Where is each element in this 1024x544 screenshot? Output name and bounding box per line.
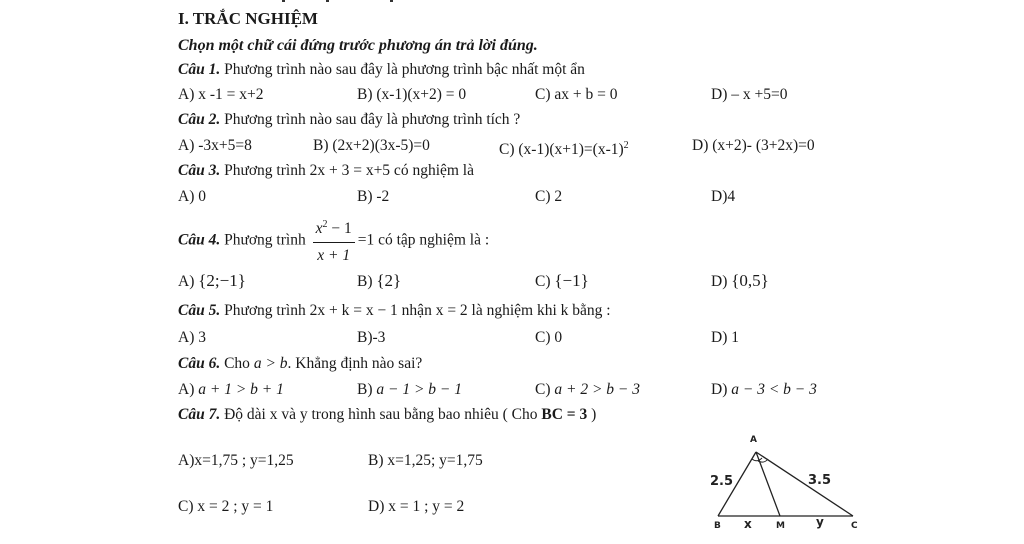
question-5-label: Câu 5. bbox=[178, 302, 221, 319]
q5-option-d: D) 1 bbox=[711, 329, 739, 346]
question-3-text: Phương trình 2x + 3 = x+5 có nghiệm là bbox=[220, 162, 474, 179]
q4-option-b-set: {2} bbox=[376, 271, 402, 290]
q2-option-c bbox=[499, 137, 629, 159]
q2-option-b: B) (2x+2)(3x-5)=0 bbox=[313, 137, 430, 154]
q2-option-c-text: C) (x-1)(x+1)=(x-1) bbox=[499, 141, 624, 159]
side-ac-length: 3.5 bbox=[808, 473, 832, 488]
q4-option-a: A) {2;−1} bbox=[178, 271, 246, 290]
segment-y-label: y bbox=[816, 515, 824, 529]
q2-option-a: A) -3x+5=8 bbox=[178, 137, 252, 154]
question-7-label: Câu 7. bbox=[178, 406, 221, 423]
q3-option-d: D)4 bbox=[711, 188, 736, 205]
question-6: Câu 6. Cho a > b. Khẳng định nào sai? bbox=[178, 355, 423, 372]
q3-option-a: A) 0 bbox=[178, 188, 206, 205]
q4-option-c: C) {−1} bbox=[535, 271, 589, 290]
instruction-text: Chọn một chữ cái đứng trước phương án trả lời đúng. bbox=[178, 37, 538, 54]
q4-option-c-set: {−1} bbox=[554, 271, 589, 290]
q4-option-a-set: {2;−1} bbox=[198, 271, 246, 290]
q5-option-a: A) 3 bbox=[178, 329, 206, 346]
vertex-m-label: M bbox=[776, 521, 785, 531]
question-4 bbox=[178, 214, 489, 267]
fraction-denominator: x + 1 bbox=[317, 247, 351, 265]
q6-option-d: D) a − 3 < b − 3 bbox=[711, 381, 817, 398]
triangle-figure bbox=[700, 428, 870, 540]
segment-x-label: x bbox=[744, 517, 752, 531]
q7-option-d: D) x = 1 ; y = 2 bbox=[368, 498, 465, 515]
question-1 bbox=[178, 61, 585, 79]
q5-option-c: C) 0 bbox=[535, 329, 563, 346]
q4-option-d: D) {0,5} bbox=[711, 271, 769, 290]
question-1-label: Câu 1. bbox=[178, 61, 221, 78]
q7-option-a: A)x=1,75 ; y=1,25 bbox=[178, 452, 294, 469]
q6-option-b: B) a − 1 > b − 1 bbox=[357, 381, 463, 398]
q1-option-c: C) ax + b = 0 bbox=[535, 86, 618, 103]
q1-option-d: D) – x +5=0 bbox=[711, 86, 788, 103]
q4-option-b: B) {2} bbox=[357, 271, 402, 290]
vertex-a-label: A bbox=[750, 435, 757, 445]
question-7: Câu 7. Độ dài x và y trong hình sau bằng bao nhiêu ( Cho BC = 3 ) bbox=[178, 406, 597, 423]
question-4-text-before: Phương trình bbox=[220, 231, 306, 249]
side-ac bbox=[756, 452, 853, 516]
question-3-label: Câu 3. bbox=[178, 162, 221, 179]
question-1-text: Phương trình nào sau đây là phương trình bậc nhất một ẩn bbox=[220, 61, 585, 78]
question-7-math: BC = 3 bbox=[541, 406, 588, 423]
question-6-label: Câu 6. bbox=[178, 355, 221, 372]
q4-option-d-set: {0,5} bbox=[731, 271, 769, 290]
question-3 bbox=[178, 162, 474, 180]
section-title: I. TRẮC NGHIỆM bbox=[178, 9, 318, 28]
q5-option-b: B)-3 bbox=[357, 329, 386, 346]
q2-option-c-exponent: 2 bbox=[623, 140, 629, 151]
question-4-label: Câu 4. bbox=[178, 231, 221, 249]
q6-option-a: A) a + 1 > b + 1 bbox=[178, 381, 284, 398]
side-ab-length: 2.5 bbox=[710, 474, 734, 489]
angle-mark-left bbox=[752, 458, 762, 461]
q7-option-c: C) x = 2 ; y = 1 bbox=[178, 498, 274, 515]
q1-option-b: B) (x-1)(x+2) = 0 bbox=[357, 86, 467, 103]
question-4-text-after: =1 có tập nghiệm là : bbox=[357, 231, 490, 249]
vertex-c-label: C bbox=[851, 521, 858, 531]
question-2-text: Phương trình nào sau đây là phương trình tích ? bbox=[220, 111, 521, 128]
question-5-text: Phương trình 2x + k = x − 1 nhận x = 2 là nghiệm khi k bằng : bbox=[220, 302, 611, 319]
vertex-b-label: B bbox=[714, 521, 721, 531]
question-4-fraction bbox=[313, 214, 355, 267]
q2-option-d: D) (x+2)- (3+2x)=0 bbox=[692, 137, 815, 154]
top-cropped-marks bbox=[280, 0, 400, 3]
question-2 bbox=[178, 111, 520, 129]
question-5 bbox=[178, 302, 611, 320]
q3-option-c: C) 2 bbox=[535, 188, 563, 205]
q6-option-c: C) a + 2 > b − 3 bbox=[535, 381, 641, 398]
question-6-math: a > b bbox=[253, 355, 288, 372]
q1-option-a: A) x -1 = x+2 bbox=[178, 86, 264, 103]
fraction-numerator: $x^2 - 1$ bbox=[313, 214, 355, 243]
q3-option-b: B) -2 bbox=[357, 188, 390, 205]
question-2-label: Câu 2. bbox=[178, 111, 221, 128]
q7-option-b: B) x=1,25; y=1,75 bbox=[368, 452, 483, 469]
